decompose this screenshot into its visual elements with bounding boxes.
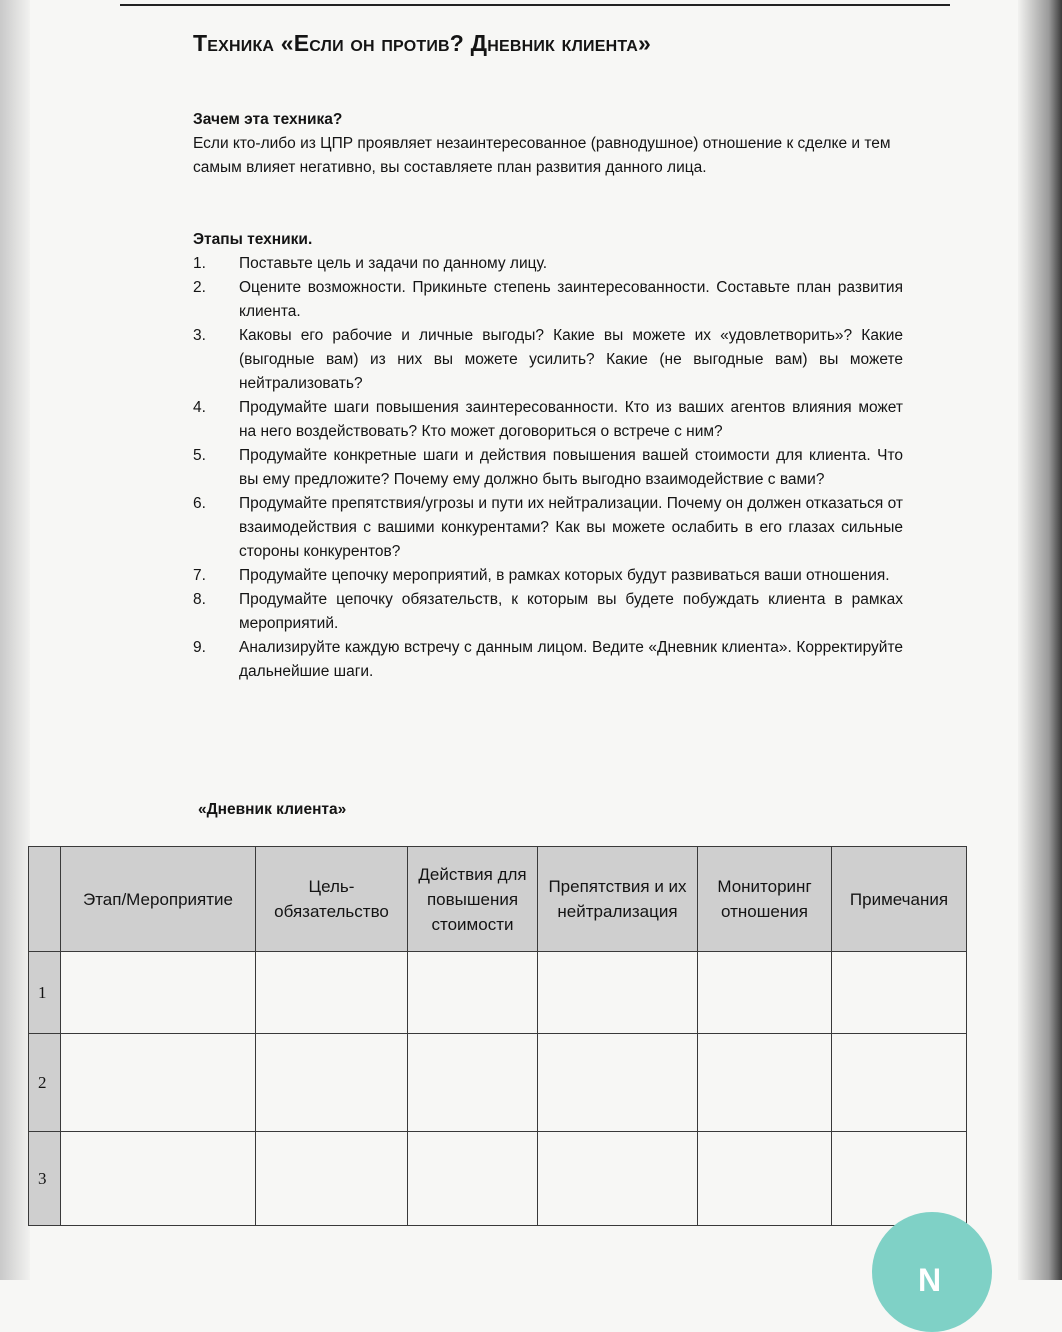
header-rule: [120, 4, 950, 6]
table-cell[interactable]: [832, 1034, 967, 1132]
list-item: [193, 636, 903, 684]
step-number: 6.: [193, 495, 206, 512]
column-header-number: [29, 847, 61, 952]
step-number: 4.: [193, 399, 206, 416]
column-header-notes: Примечания: [832, 847, 967, 952]
column-header-monitoring: Мониторинг отношения: [698, 847, 832, 952]
list-item: [193, 564, 903, 588]
step-number: 5.: [193, 447, 206, 464]
step-text: Оцените возможности. Прикиньте степень заинтересованности. Составьте план развития клиента.: [239, 279, 903, 320]
step-text: Продумайте конкретные шаги и действия повышения вашей стоимости для клиента. Что вы ему предложите? Почему ему должно быть выгодно взаимодействие с вами?: [239, 447, 903, 488]
table-cell[interactable]: [538, 1132, 698, 1226]
table-cell[interactable]: [256, 1034, 408, 1132]
step-number: 3.: [193, 327, 206, 344]
client-diary-table: [28, 846, 967, 1226]
step-text: Продумайте цепочку обязательств, к которым вы будете побуждать клиента в рамках мероприятий.: [239, 591, 903, 632]
list-item: [193, 276, 903, 324]
column-header-obstacles: Препятствия и их нейтрализация: [538, 847, 698, 952]
list-item: [193, 324, 903, 396]
row-number: 1: [29, 952, 61, 1034]
stages-list: [193, 252, 903, 684]
stages-heading: Этапы техники.: [193, 231, 313, 248]
table-cell[interactable]: [61, 1034, 256, 1132]
diary-title: «Дневник клиента»: [198, 801, 347, 818]
table-cell[interactable]: [408, 952, 538, 1034]
list-item: [193, 444, 903, 492]
table-row: [29, 952, 967, 1034]
list-item: [193, 252, 903, 276]
why-text: Если кто-либо из ЦПР проявляет незаинтересованное (равнодушное) отношение к сделке и тем самым влияет негативно, вы составляете план развития данного лица.: [193, 135, 891, 176]
row-number: 3: [29, 1132, 61, 1226]
table-cell[interactable]: [408, 1034, 538, 1132]
row-number: 2: [29, 1034, 61, 1132]
step-number: 7.: [193, 567, 206, 584]
table-cell[interactable]: [256, 1132, 408, 1226]
step-text: Поставьте цель и задачи по данному лицу.: [239, 255, 547, 272]
list-item: [193, 588, 903, 636]
column-header-actions: Действия для повышения стоимости: [408, 847, 538, 952]
table-cell[interactable]: [698, 1132, 832, 1226]
list-item: [193, 396, 903, 444]
table-header-row: [29, 847, 967, 952]
table-cell[interactable]: [698, 1034, 832, 1132]
step-text: Продумайте шаги повышения заинтересованности. Кто из ваших агентов влияния может на него воздействовать? Кто может договориться о встрече с ним?: [239, 399, 903, 440]
why-section: [193, 108, 903, 180]
step-number: 2.: [193, 279, 206, 296]
table-cell[interactable]: [698, 952, 832, 1034]
table-cell[interactable]: [61, 1132, 256, 1226]
step-text: Анализируйте каждую встречу с данным лицом. Ведите «Дневник клиента». Корректируйте дальнейшие шаги.: [239, 639, 903, 680]
page-edge-shadow-right: [1018, 0, 1062, 1280]
table-cell[interactable]: [61, 952, 256, 1034]
table-cell[interactable]: [538, 952, 698, 1034]
table-cell[interactable]: [832, 952, 967, 1034]
page-edge-shadow-left: [0, 0, 30, 1280]
list-item: [193, 492, 903, 564]
column-header-stage: Этап/Мероприятие: [61, 847, 256, 952]
page-title: Техника «Если он против? Дневник клиента»: [193, 30, 652, 56]
step-text: Продумайте цепочку мероприятий, в рамках которых будут развиваться ваши отношения.: [239, 567, 890, 584]
stages-section: [193, 228, 903, 684]
table-cell[interactable]: [408, 1132, 538, 1226]
column-header-goal: Цель-обязательство: [256, 847, 408, 952]
floating-action-button[interactable]: [872, 1212, 992, 1332]
table-cell[interactable]: [832, 1132, 967, 1226]
table-row: [29, 1034, 967, 1132]
step-number: 9.: [193, 639, 206, 656]
step-text: Каковы его рабочие и личные выгоды? Какие вы можете их «удовлетворить»? Какие (выгодные вам) из них вы можете усилить? Какие (не выгодные вам) вы можете нейтрализовать?: [239, 327, 903, 392]
step-text: Продумайте препятствия/угрозы и пути их нейтрализации. Почему он должен отказаться от взаимодействия с вашими конкурентами? Как вы можете ослабить в его глазах сильные стороны конкурентов?: [239, 495, 903, 560]
table-row: [29, 1132, 967, 1226]
fab-icon: N: [918, 1262, 942, 1298]
table-cell[interactable]: [538, 1034, 698, 1132]
why-heading: Зачем эта техника?: [193, 111, 343, 128]
step-number: 8.: [193, 591, 206, 608]
step-number: 1.: [193, 255, 206, 272]
table-cell[interactable]: [256, 952, 408, 1034]
